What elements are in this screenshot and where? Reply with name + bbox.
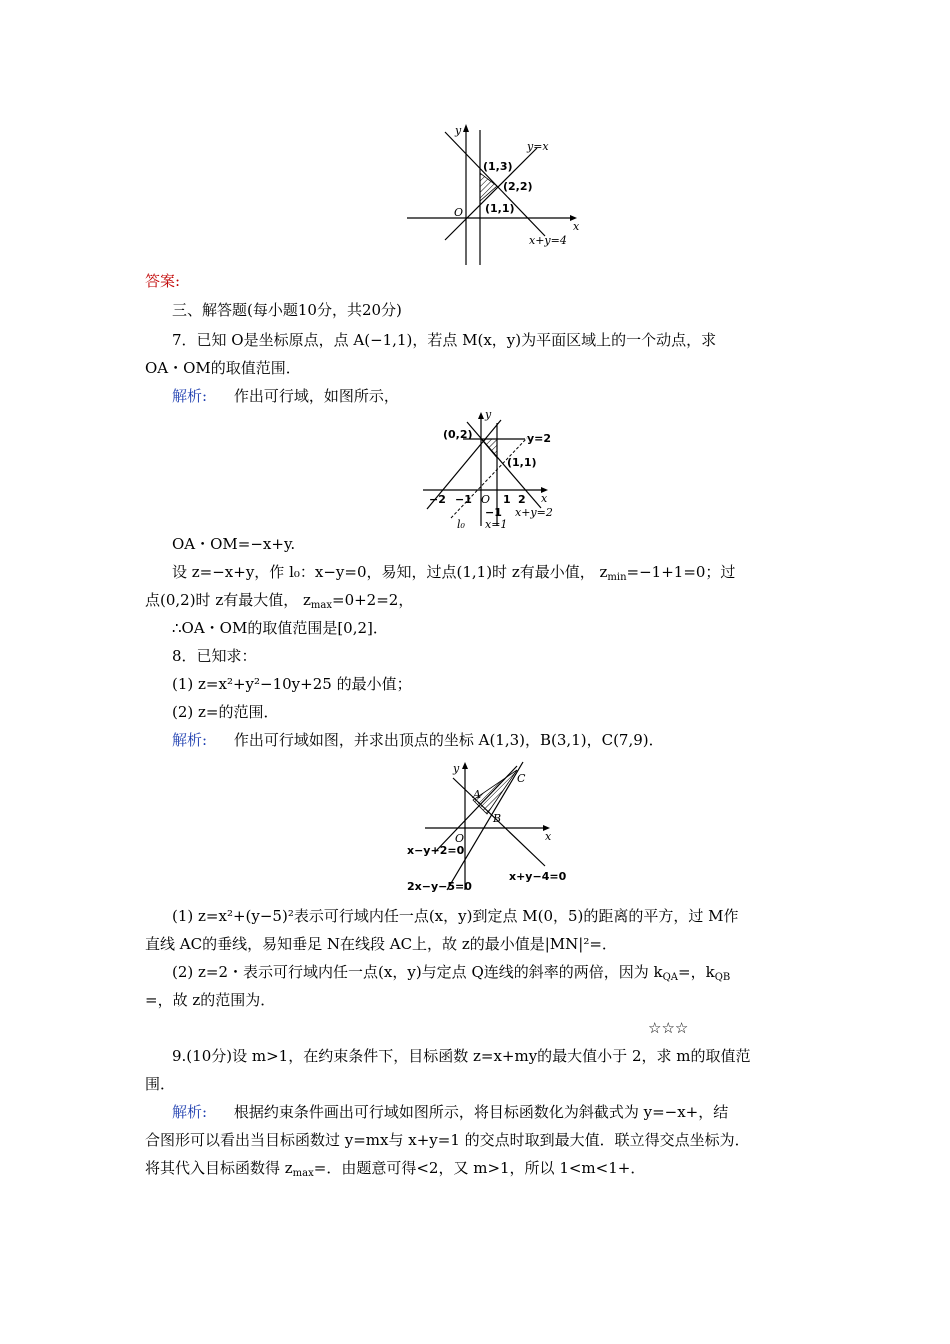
svg-text:x: x bbox=[545, 830, 552, 843]
q8-part-1: (1) z=x²+y²−10y+25 的最小值； bbox=[172, 675, 412, 693]
q7-line-1: 7．已知 O是坐标原点，点 A(−1,1)，若点 M(x，y)为平面区域上的一个动点，求 bbox=[172, 331, 717, 349]
svg-text:C: C bbox=[517, 772, 526, 785]
q8-title: 8．已知求： bbox=[172, 647, 257, 665]
q7-jiexi bbox=[172, 386, 399, 406]
svg-text:−2: −2 bbox=[429, 493, 446, 506]
q7-line-2: OA・OM的取值范围． bbox=[145, 359, 301, 377]
svg-text:B: B bbox=[493, 812, 502, 825]
point-2-2: (2,2) bbox=[503, 180, 533, 193]
svg-text:−1: −1 bbox=[455, 493, 472, 506]
q7-result-4: ∴OA・OM的取值范围是[0,2]． bbox=[172, 619, 388, 637]
svg-text:l₀: l₀ bbox=[457, 518, 465, 528]
x-label: x bbox=[573, 220, 580, 233]
q8-jiexi: 解析: 作出可行域如图，并求出顶点的坐标 A(1,3)，B(3,1)，C(7,9)． bbox=[172, 731, 664, 749]
q7-result-2: 设 z=−x+y，作 l₀：x−y=0，易知，过点(1,1)时 z有最小值， $z_{min}=-1+1=0$；过 bbox=[172, 563, 736, 583]
figure-3-feasible-region bbox=[405, 758, 575, 896]
origin-label: O bbox=[454, 206, 464, 219]
figure-1-feasible-region bbox=[405, 120, 585, 268]
y-label: y bbox=[455, 124, 462, 137]
q8-solution-2a: (2) z=2・表示可行域内任一点(x，y)与定点 Q连线的斜率的两倍，因为 $k_{QA}=$，$k_{QB}$ bbox=[172, 963, 731, 983]
q9-line-2: 围． bbox=[145, 1075, 176, 1093]
svg-text:1: 1 bbox=[503, 493, 511, 506]
svg-text:−1: −1 bbox=[485, 506, 502, 519]
q7-result-1: OA・OM=−x+y. bbox=[172, 535, 296, 553]
figure-2-feasible-region bbox=[415, 408, 565, 528]
svg-text:y=2: y=2 bbox=[527, 432, 552, 445]
y-eq-x-label: y=x bbox=[527, 140, 549, 153]
svg-text:y: y bbox=[485, 408, 492, 421]
svg-text:y: y bbox=[453, 762, 460, 775]
svg-text:2x−y−5=0: 2x−y−5=0 bbox=[407, 880, 472, 893]
q8-part-2: (2) z=的范围． bbox=[172, 703, 279, 721]
svg-text:(0,2): (0,2) bbox=[443, 428, 473, 441]
q9-line-4: 将其代入目标函数得 $z_{max}=$．由题意可得<2，又 m>1，所以 1<m<1+． bbox=[145, 1159, 646, 1179]
answer-label: 答案: bbox=[145, 272, 181, 290]
point-1-3: (1,3) bbox=[483, 160, 513, 173]
point-1-1: (1,1) bbox=[485, 202, 515, 215]
svg-text:2: 2 bbox=[518, 493, 526, 506]
q7-result-3: 点(0,2)时 z有最大值， $z_{max}=0+2=2$， bbox=[145, 591, 414, 611]
q8-solution-1b: 直线 AC的垂线，易知垂足 N在线段 AC上，故 z的最小值是|MN|²=． bbox=[145, 935, 617, 953]
svg-text:x+y−4=0: x+y−4=0 bbox=[509, 870, 567, 883]
svg-text:x−y+2=0: x−y+2=0 bbox=[407, 844, 465, 857]
svg-text:x=1: x=1 bbox=[485, 518, 508, 528]
svg-text:O: O bbox=[455, 832, 465, 845]
q9-line-3: 合图形可以看出当目标函数过 y=mx与 x+y=1 的交点时取到最大值．联立得交点坐标为． bbox=[145, 1131, 750, 1149]
x-plus-y-label: x+y=4 bbox=[529, 234, 567, 247]
q8-solution-1a: (1) z=x²+(y−5)²表示可行域内任一点(x，y)到定点 M(0，5)的距离的平方，过 M作 bbox=[172, 907, 739, 925]
jiexi-text: 作出可行域，如图所示， bbox=[233, 387, 399, 405]
svg-text:(1,1): (1,1) bbox=[507, 456, 537, 469]
svg-text:O: O bbox=[481, 493, 491, 506]
jiexi-label: 解析: bbox=[172, 387, 208, 405]
q9-line-1: 9.(10分)设 m>1，在约束条件下，目标函数 z=x+my的最大值小于 2，求 m的取值范 bbox=[172, 1047, 751, 1065]
svg-text:x+y=2: x+y=2 bbox=[515, 506, 553, 519]
section-heading: 三、解答题(每小题10分，共20分) bbox=[172, 301, 402, 319]
stars-divider: ☆☆☆ bbox=[648, 1019, 689, 1037]
svg-text:A: A bbox=[473, 788, 481, 801]
q8-solution-2b: =，故 z的范围为． bbox=[145, 991, 276, 1009]
q9-jiexi: 解析: 根据约束条件画出可行域如图所示，将目标函数化为斜截式为 y=−x+，结 bbox=[172, 1103, 729, 1121]
svg-text:x: x bbox=[541, 492, 548, 505]
